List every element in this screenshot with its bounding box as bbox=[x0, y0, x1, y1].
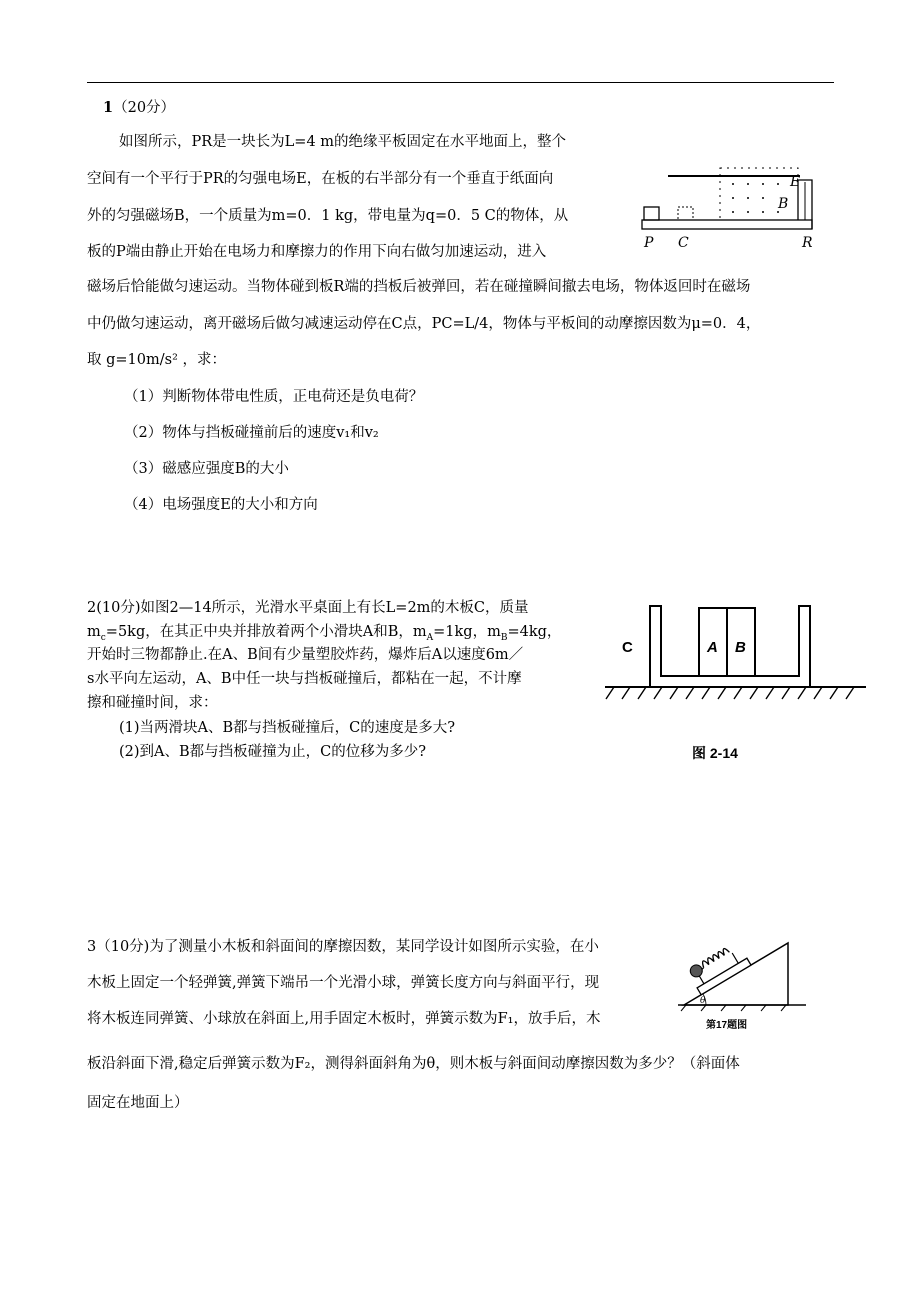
problem3-figure bbox=[676, 925, 812, 1035]
figure1-label-r: R bbox=[802, 235, 813, 251]
problem1-line2: 空间有一个平行于PR的匀强电场E，在板的右半部分有一个垂直于纸面向 bbox=[87, 171, 554, 187]
figure2-label-b: B bbox=[735, 639, 746, 656]
problem1-line5: 磁场后恰能做匀速运动。当物体碰到板R端的挡板后被弹回，若在碰撞瞬间撤去电场，物体返回时在磁场 bbox=[87, 279, 751, 295]
problem3-line4: 板沿斜面下滑,稳定后弹簧示数为F₂，测得斜面斜角为θ，则木板与斜面间动摩擦因数为多少？（斜面体 bbox=[87, 1056, 740, 1072]
problem2-line5: 擦和碰撞时间，求： bbox=[87, 695, 218, 711]
problem2-question1: (1)当两滑块A、B都与挡板碰撞后，C的速度是多大? bbox=[119, 720, 456, 736]
problem1-line6: 中仍做匀速运动，离开磁场后做匀减速运动停在C点，PC=L/4，物体与平板间的动摩擦因数为μ=0．4， bbox=[87, 316, 761, 332]
problem1-heading bbox=[103, 98, 175, 118]
figure2-caption: 图 2-14 bbox=[692, 745, 738, 761]
problem2-line3: 开始时三物都静止.在A、B间有少量塑胶炸药，爆炸后A以速度6m／ bbox=[87, 647, 524, 663]
problem1-line7: 取 g=10m/s² ，求： bbox=[87, 352, 226, 368]
problem1-line3: 外的匀强磁场B，一个质量为m=0．1 kg，带电量为q=0．5 C的物体，从 bbox=[87, 208, 569, 224]
figure1-label-c: C bbox=[678, 235, 689, 251]
problem1-question4: （4）电场强度E的大小和方向 bbox=[124, 497, 318, 513]
figure1-label-p: P bbox=[644, 235, 654, 251]
problem2-line4: s水平向左运动，A、B中任一块与挡板碰撞后，都粘在一起，不计摩 bbox=[87, 671, 522, 687]
problem1-question2: （2）物体与挡板碰撞前后的速度v₁和v₂ bbox=[124, 425, 379, 441]
problem1-question3: （3）磁感应强度B的大小 bbox=[124, 461, 289, 477]
problem1-number: 1 bbox=[103, 99, 114, 116]
problem1-line4: 板的P端由静止开始在电场力和摩擦力的作用下向右做匀加速运动，进入 bbox=[87, 244, 547, 260]
figure1-label-e: E bbox=[790, 174, 801, 190]
problem2-line1: 2(10分)如图2—14所示，光滑水平桌面上有长L=2m的木板C，质量 bbox=[87, 600, 529, 616]
problem3-line3: 将木板连同弹簧、小球放在斜面上,用手固定木板时，弹簧示数为F₁，放手后，木 bbox=[87, 1011, 601, 1027]
problem1-line1: 如图所示，PR是一块长为L=4 m的绝缘平板固定在水平地面上，整个 bbox=[119, 134, 567, 150]
header-rule bbox=[87, 82, 834, 83]
figure2-label-a: A bbox=[707, 639, 718, 656]
figure3-caption: 第17题图 bbox=[706, 1020, 748, 1031]
problem2-line2: $m_c=5kg$，在其正中央并排放着两个小滑块A和B，$m_A=1kg$，$m_B=4kg$， bbox=[87, 624, 562, 643]
problem2-figure bbox=[600, 596, 870, 776]
figure2-label-c: C bbox=[622, 639, 633, 656]
figure3-theta-label: θ bbox=[700, 996, 706, 1006]
problem2-question2: (2)到A、B都与挡板碰撞为止，C的位移为多少? bbox=[119, 744, 427, 760]
problem3-line2: 木板上固定一个轻弹簧,弹簧下端吊一个光滑小球，弹簧长度方向与斜面平行，现 bbox=[87, 975, 600, 991]
problem1-figure bbox=[638, 160, 828, 255]
problem1-points: （20分） bbox=[113, 100, 176, 116]
problem1-question1: （1）判断物体带电性质，正电荷还是负电荷？ bbox=[124, 389, 424, 405]
figure1-label-b: B bbox=[778, 196, 789, 212]
problem3-line5: 固定在地面上） bbox=[87, 1095, 189, 1111]
problem3-line1: 3（10分)为了测量小木板和斜面间的摩擦因数，某同学设计如图所示实验，在小 bbox=[87, 939, 599, 955]
